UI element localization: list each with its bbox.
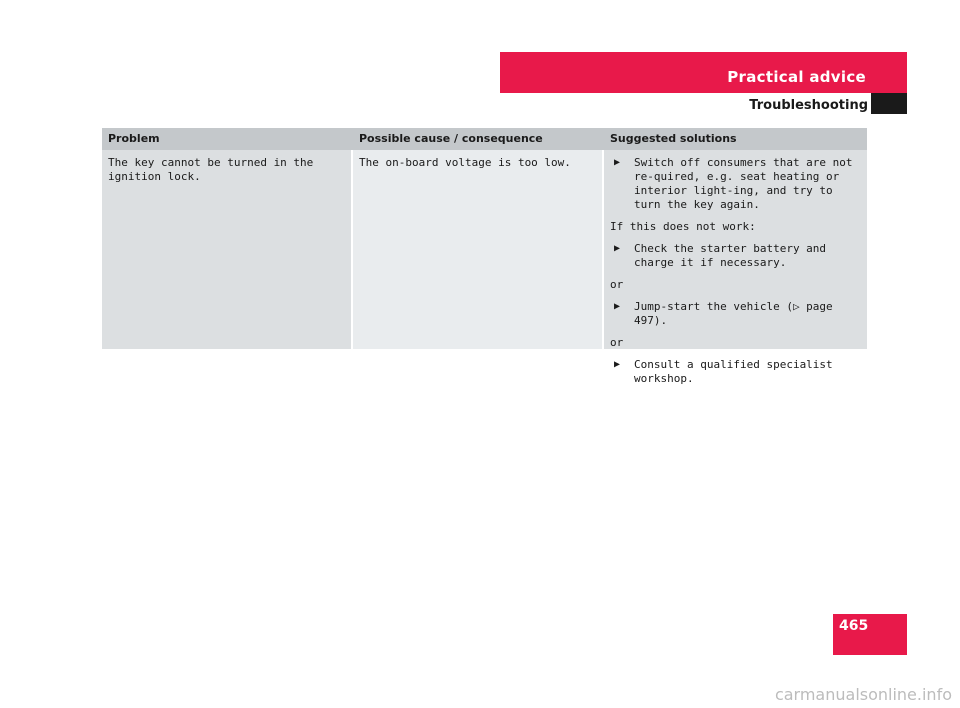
troubleshooting-table (102, 128, 867, 385)
solution-step (610, 358, 863, 386)
page-number: 465 (839, 618, 869, 634)
table-row (102, 150, 867, 385)
step-text: Jump-start the vehicle (▷ page 497). (634, 300, 833, 327)
section-banner (500, 52, 907, 93)
cell-solutions (604, 150, 867, 385)
solution-step (610, 156, 863, 212)
play-triangle-icon: ▶ (614, 301, 621, 312)
play-triangle-icon: ▶ (614, 243, 621, 254)
header-cause: Possible cause / consequence (359, 132, 543, 145)
or-separator: or (610, 336, 624, 349)
subsection-marker (871, 93, 907, 114)
play-triangle-icon: ▶ (614, 359, 621, 370)
header-solutions: Suggested solutions (610, 132, 737, 145)
solution-step (610, 300, 863, 328)
subsection-title: Troubleshooting (749, 98, 868, 113)
play-triangle-icon: ▶ (614, 157, 621, 168)
section-title: Practical advice (727, 68, 866, 86)
header-problem: Problem (108, 132, 160, 145)
page-number-box (833, 614, 907, 655)
solution-note: If this does not work: (610, 220, 756, 233)
or-separator: or (610, 278, 624, 291)
table-header-row (102, 128, 867, 150)
cell-cause: The on-board voltage is too low. (353, 150, 604, 349)
step-text: Switch off consumers that are not re-quired, e.g. seat heating or interior light-ing, and try to turn the key again. (634, 156, 853, 211)
cell-problem: The key cannot be turned in the ignition lock. (102, 150, 353, 349)
step-text: Check the starter battery and charge it if necessary. (634, 242, 827, 269)
watermark: carmanualsonline.info (774, 685, 952, 704)
step-text: Consult a qualified specialist workshop. (634, 358, 833, 385)
solution-step (610, 242, 863, 270)
